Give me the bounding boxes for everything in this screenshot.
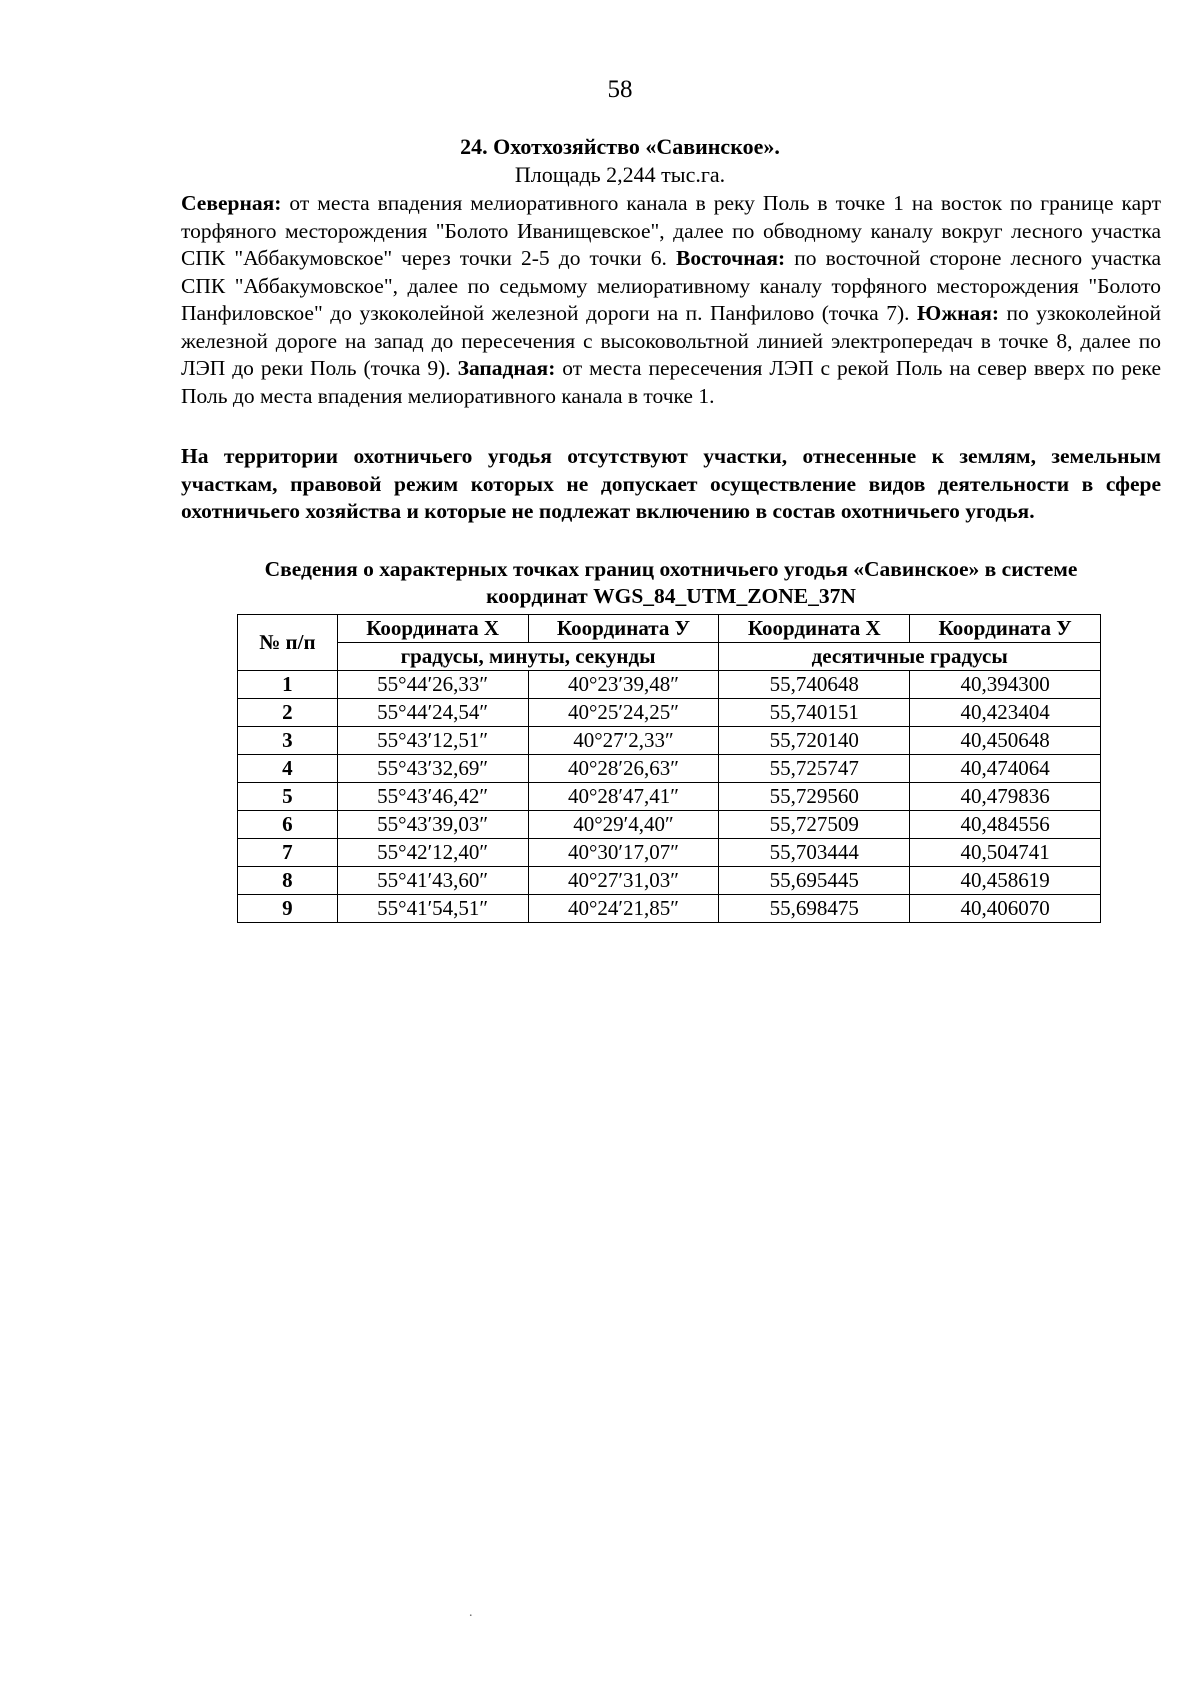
x-dec-cell: 55,720140 <box>719 727 910 755</box>
point-number: 1 <box>238 671 338 699</box>
table-row <box>238 895 1101 923</box>
table-row <box>238 755 1101 783</box>
y-dec-cell: 40,504741 <box>910 839 1101 867</box>
boundary-description <box>181 190 1161 410</box>
point-number: 2 <box>238 699 338 727</box>
south-text: по узкоколейной железной дороге на запад до пересечения с высоковольтной линией электропередач в точке 8, далее по ЛЭП до реки Поль (точка 9). <box>181 301 1161 380</box>
page-number: 58 <box>607 76 633 103</box>
north-label: Северная: <box>181 191 282 215</box>
point-number: 8 <box>238 867 338 895</box>
point-number: 3 <box>238 727 338 755</box>
header-dec-unit: десятичные градусы <box>719 643 1101 671</box>
point-number: 7 <box>238 839 338 867</box>
east-text: по восточной стороне лесного участка СПК "Аббакумовское", далее по седьмому мелиоративному каналу торфяного месторождения "Болото Панфиловское" до узкоколейной железной дороги на п. Панфилово (точка 7). <box>181 246 1161 325</box>
west-label: Западная: <box>457 356 556 380</box>
header-num: № п/п <box>238 615 338 671</box>
y-dms-cell: 40°23′39,48″ <box>528 671 719 699</box>
y-dec-cell: 40,474064 <box>910 755 1101 783</box>
table-row <box>238 727 1101 755</box>
y-dec-cell: 40,394300 <box>910 671 1101 699</box>
x-dms-cell: 55°43′12,51″ <box>337 727 528 755</box>
x-dms-cell: 55°44′26,33″ <box>337 671 528 699</box>
x-dec-cell: 55,740648 <box>719 671 910 699</box>
land-notice: На территории охотничьего угодья отсутствуют участки, отнесенные к землям, земельным участкам, правовой режим которых не допускает осуществление видов деятельности в сфере охотничьего хозяйства и которые не подлежат включению в состав охотничьего угодья. <box>181 444 1161 523</box>
coordinates-table <box>237 614 1101 923</box>
header-dms-unit: градусы, минуты, секунды <box>337 643 719 671</box>
x-dec-cell: 55,729560 <box>719 783 910 811</box>
y-dms-cell: 40°28′47,41″ <box>528 783 719 811</box>
x-dec-cell: 55,725747 <box>719 755 910 783</box>
x-dms-cell: 55°43′46,42″ <box>337 783 528 811</box>
table-row <box>238 671 1101 699</box>
y-dec-cell: 40,450648 <box>910 727 1101 755</box>
y-dms-cell: 40°24′21,85″ <box>528 895 719 923</box>
section-title: 24. Охотхозяйство «Савинское». <box>460 134 780 159</box>
x-dms-cell: 55°41′54,51″ <box>337 895 528 923</box>
y-dms-cell: 40°25′24,25″ <box>528 699 719 727</box>
point-number: 6 <box>238 811 338 839</box>
north-text: от места впадения мелиоративного канала в реку Поль в точке 1 на восток по границе карт торфяного месторождения "Болото Иванищевское", далее по обводному каналу вокруг лесного участка СПК "Аббакумовское" через точки 2-5 до точки 6. <box>181 191 1161 270</box>
x-dec-cell: 55,695445 <box>719 867 910 895</box>
x-dms-cell: 55°43′39,03″ <box>337 811 528 839</box>
x-dms-cell: 55°43′32,69″ <box>337 755 528 783</box>
y-dms-cell: 40°28′26,63″ <box>528 755 719 783</box>
south-label: Южная: <box>917 301 1000 325</box>
table-row <box>238 867 1101 895</box>
x-dms-cell: 55°41′43,60″ <box>337 867 528 895</box>
y-dec-cell: 40,458619 <box>910 867 1101 895</box>
y-dec-cell: 40,406070 <box>910 895 1101 923</box>
x-dms-cell: 55°42′12,40″ <box>337 839 528 867</box>
y-dms-cell: 40°29′4,40″ <box>528 811 719 839</box>
header-y-dms: Координата У <box>528 615 719 643</box>
point-number: 9 <box>238 895 338 923</box>
table-unit-row <box>238 643 1101 671</box>
table-body <box>238 671 1101 923</box>
header-x-dms: Координата X <box>337 615 528 643</box>
x-dec-cell: 55,740151 <box>719 699 910 727</box>
table-caption-line1: Сведения о характерных точках границ охотничьего угодья «Савинское» в системе <box>264 557 1078 581</box>
table-row <box>238 811 1101 839</box>
table-caption <box>181 556 1161 610</box>
header-y-dec: Координата У <box>910 615 1101 643</box>
area-line: Площадь 2,244 тыс.га. <box>514 162 726 187</box>
west-text: от места пересечения ЛЭП с рекой Поль на север вверх по реке Поль до места впадения мелиоративного канала в точке 1. <box>181 356 1161 408</box>
x-dms-cell: 55°44′24,54″ <box>337 699 528 727</box>
y-dms-cell: 40°30′17,07″ <box>528 839 719 867</box>
y-dms-cell: 40°27′2,33″ <box>528 727 719 755</box>
table-row <box>238 699 1101 727</box>
y-dec-cell: 40,479836 <box>910 783 1101 811</box>
y-dms-cell: 40°27′31,03″ <box>528 867 719 895</box>
y-dec-cell: 40,423404 <box>910 699 1101 727</box>
table-caption-line2: координат WGS_84_UTM_ZONE_37N <box>486 584 856 608</box>
table-row <box>238 783 1101 811</box>
point-number: 4 <box>238 755 338 783</box>
table-row <box>238 839 1101 867</box>
header-x-dec: Координата X <box>719 615 910 643</box>
table-header-row <box>238 615 1101 643</box>
y-dec-cell: 40,484556 <box>910 811 1101 839</box>
east-label: Восточная: <box>675 246 786 270</box>
scan-mark: . <box>469 1605 473 1620</box>
point-number: 5 <box>238 783 338 811</box>
x-dec-cell: 55,698475 <box>719 895 910 923</box>
x-dec-cell: 55,727509 <box>719 811 910 839</box>
x-dec-cell: 55,703444 <box>719 839 910 867</box>
